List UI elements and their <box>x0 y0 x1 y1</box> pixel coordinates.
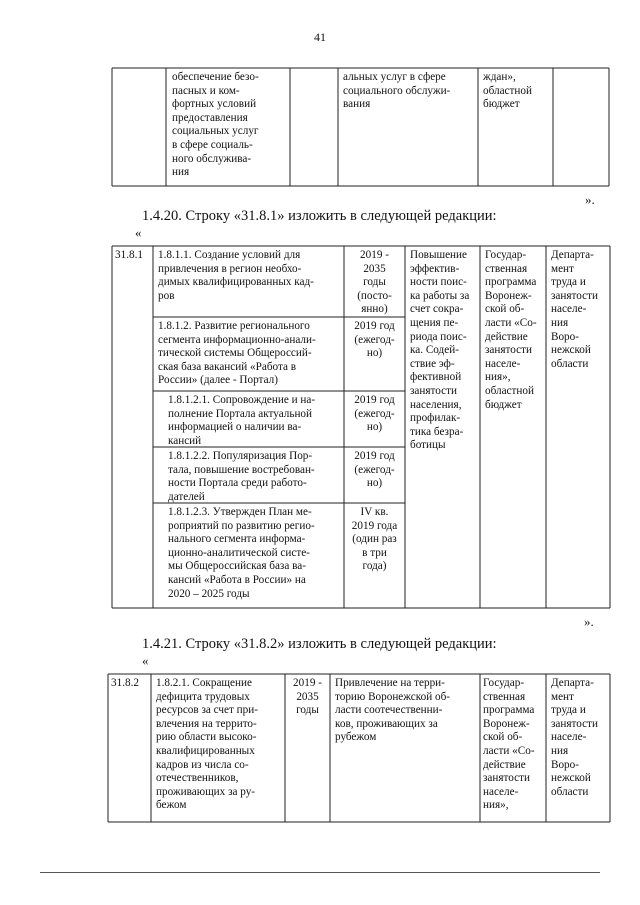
table2-result-cell: Повышение эффектив- ности поис- ка работы за счет сокра- щения пе- риода поис- ка. Содей- ствие эф- фективной занятости населения, профилак- тика безра- ботицы <box>410 249 470 452</box>
table3-code-cell: 31.8.2 <box>111 677 139 689</box>
table2-row-3-period: 2019 год (ежегод- но) <box>354 394 395 434</box>
table1-result-cell: альных услуг в сфере социального обслужи- вания <box>343 71 451 111</box>
table3-result-cell: Привлечение на терри- торию Воронежской об- ласти соотечественни- ков, проживающих за рубежом <box>335 677 451 744</box>
table2-row-4-period: 2019 год (ежегод- но) <box>354 450 395 490</box>
table3-executor-cell: Департа- мент труда и занятости населе- ния Воро- нежской области <box>551 677 598 798</box>
table2-row-1-period: 2019 - 2035 годы (посто- янно) <box>357 249 392 316</box>
table2-row-5-text: 1.8.1.2.3. Утвержден План ме- роприятий по развитию регио- нального сегмента информа- ционно-аналитической систе- мы Общероссийская база ва- кансий «Работа в России» на 2020 – 2025 годы <box>168 506 315 600</box>
table2-row-2-text: 1.8.1.2. Развитие регионального сегмента информационно-анали- тической системы Общероссий- ская база вакансий «Работа в России» (далее - Портал) <box>158 320 316 387</box>
table1-measure-cell: обеспечение безо- пасных и ком- фортных условий предоставления социальных услуг в сфере социаль- ного обслужива- ния <box>172 71 259 179</box>
section-heading-1-4-20: 1.4.20. Строку «31.8.1» изложить в следующей редакции: <box>142 208 497 224</box>
table3-period-cell: 2019 - 2035 годы <box>293 677 322 717</box>
section-heading-1-4-21: 1.4.21. Строку «31.8.2» изложить в следующей редакции: <box>142 636 497 652</box>
open-quote-1: « <box>135 225 142 240</box>
close-quote-2: ». <box>584 614 594 629</box>
table2-row-4-text: 1.8.1.2.2. Популяризация Пор- тала, повышение востребован- ности Портала среди работо- дателей <box>168 450 315 503</box>
table2-row-2-period: 2019 год (ежегод- но) <box>354 320 395 360</box>
footer-divider <box>40 872 600 873</box>
table2-row-1-text: 1.8.1.1. Создание условий для привлечения в регион необхо- димых квалифицированных кад- ров <box>158 249 314 302</box>
open-quote-2: « <box>142 653 149 668</box>
table3-program-cell: Государ- ственная программа Воронеж- ской об- ласти «Со- действие занятости населе- ния», <box>483 677 535 812</box>
table2-code-cell: 31.8.1 <box>115 249 143 261</box>
table1-funding-cell: ждан», областной бюджет <box>483 71 532 111</box>
close-quote-1: ». <box>585 192 595 207</box>
table2-program-cell: Государ- ственная программа Воронеж- ской об- ласти «Со- действие занятости населе- ния», областной бюджет <box>485 249 537 411</box>
table3-measure-cell: 1.8.2.1. Сокращение дефицита трудовых ресурсов за счет при- влечения на террито- рию области высоко- квалифицированных кадров из числа со- отечественников, проживающих за ру- бежом <box>156 677 258 812</box>
table2-row-3-text: 1.8.1.2.1. Сопровождение и на- полнение Портала актуальной информацией о наличии ва- кансий <box>168 394 316 447</box>
table2-row-5-period: IV кв. 2019 года (один раз в три года) <box>351 506 398 573</box>
table2-executor-cell: Департа- мент труда и занятости населе- ния Воро- нежской области <box>551 249 598 370</box>
page-number: 41 <box>314 30 326 44</box>
